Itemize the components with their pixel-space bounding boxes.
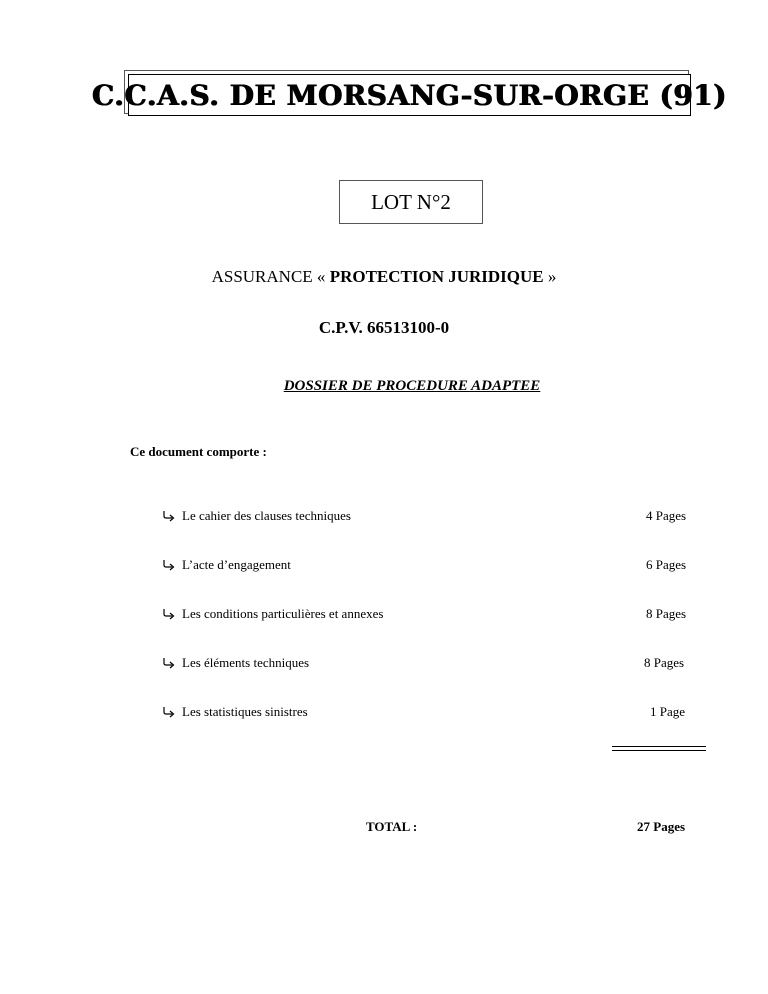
contents-item <box>162 704 308 720</box>
dossier-label: DOSSIER DE PROCEDURE ADAPTEE <box>283 378 541 394</box>
arrow-hook-icon <box>162 510 176 522</box>
contents-item-pages: 6 Pages <box>646 557 687 572</box>
contents-item <box>162 655 309 671</box>
document-title-frame <box>91 70 728 116</box>
document-title: C.C.A.S. DE MORSANG-SUR-ORGE (91) <box>91 78 728 112</box>
contents-item-pages: 8 Pages <box>644 655 685 670</box>
contents-item <box>162 557 291 573</box>
total-value: 27 Pages <box>637 819 686 834</box>
contents-item-label: Le cahier des clauses techniques <box>182 508 351 523</box>
total-label: TOTAL : <box>366 819 418 834</box>
arrow-hook-icon <box>162 559 176 571</box>
contents-item-pages: 4 Pages <box>646 508 687 523</box>
arrow-hook-icon <box>162 657 176 669</box>
arrow-hook-icon <box>162 608 176 620</box>
contents-item-pages: 1 Page <box>650 704 686 719</box>
contents-item-label: Les statistiques sinistres <box>182 704 308 719</box>
contents-item-label: Les éléments techniques <box>182 655 310 670</box>
contents-item-label: Les conditions particulières et annexes <box>182 606 384 621</box>
assurance-prefix: ASSURANCE « <box>211 267 330 286</box>
contents-item <box>162 606 383 622</box>
total-double-rule <box>612 746 706 751</box>
contents-item-pages: 8 Pages <box>646 606 687 621</box>
lot-number: LOT N°2 <box>371 189 451 214</box>
contents-item-label: L’acte d’engagement <box>182 557 291 572</box>
contents-item <box>162 508 351 524</box>
arrow-hook-icon <box>162 706 176 718</box>
contents-intro: Ce document comporte : <box>130 444 267 459</box>
lot-number-box <box>339 180 483 224</box>
title-box <box>91 74 728 116</box>
cpv-code: C.P.V. 66513100-0 <box>318 318 450 337</box>
assurance-suffix: » <box>543 267 557 286</box>
dossier-heading <box>0 378 768 395</box>
assurance-heading <box>0 267 768 287</box>
assurance-type: PROTECTION JURIDIQUE <box>329 267 544 286</box>
